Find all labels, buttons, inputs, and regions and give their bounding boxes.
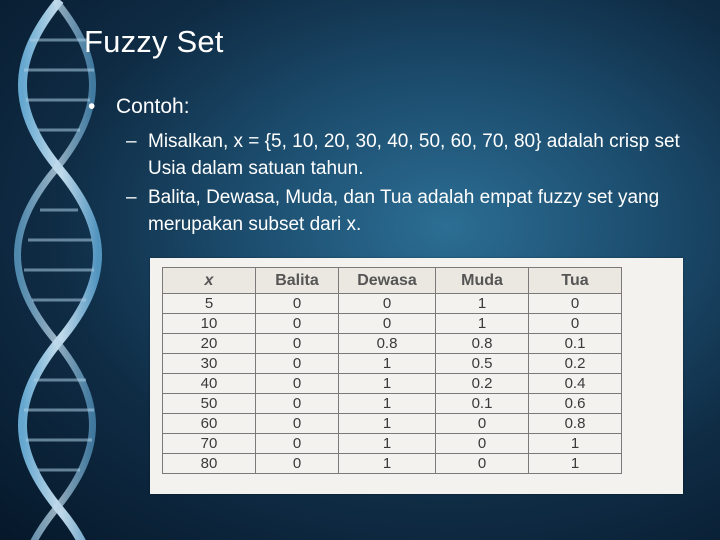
table-cell: 1 [339, 374, 436, 394]
table-cell: 0 [256, 454, 339, 474]
column-header: x [163, 268, 256, 294]
table-header-row [163, 268, 622, 294]
table-row [163, 454, 622, 474]
table-cell: 1 [436, 294, 529, 314]
table-row [163, 334, 622, 354]
table-cell: 0 [529, 314, 622, 334]
bullet-item [88, 94, 698, 120]
bullet-text: Contoh: [116, 95, 190, 118]
dash-marker: – [126, 187, 137, 208]
dna-helix-graphic [0, 0, 120, 540]
table-cell: 0 [256, 294, 339, 314]
table-row [163, 374, 622, 394]
column-header: Balita [256, 268, 339, 294]
table-cell: 0.1 [436, 394, 529, 414]
table-cell: 1 [339, 414, 436, 434]
sub-bullet-list [126, 128, 698, 238]
sub-bullet-item [126, 184, 698, 238]
table-row [163, 434, 622, 454]
table-cell: 0 [436, 434, 529, 454]
table-cell: 0 [256, 334, 339, 354]
table-cell: 0 [256, 394, 339, 414]
table-cell: 50 [163, 394, 256, 414]
table-row [163, 294, 622, 314]
table-cell: 0.6 [529, 394, 622, 414]
table-cell: 0 [339, 294, 436, 314]
table-cell: 0 [436, 414, 529, 434]
table-cell: 1 [339, 434, 436, 454]
table-cell: 0.4 [529, 374, 622, 394]
table-cell: 30 [163, 354, 256, 374]
column-header: Dewasa [339, 268, 436, 294]
table-cell: 0.1 [529, 334, 622, 354]
table-cell: 0 [339, 314, 436, 334]
table-cell: 1 [339, 454, 436, 474]
table-cell: 0.5 [436, 354, 529, 374]
table-row [163, 394, 622, 414]
table-cell: 0 [436, 454, 529, 474]
table-cell: 0 [256, 374, 339, 394]
table-cell: 0 [529, 294, 622, 314]
sub-bullet-text: Misalkan, x = {5, 10, 20, 30, 40, 50, 60, 70, 80} adalah crisp set Usia dalam satuan tahun. [148, 131, 680, 179]
table-row [163, 414, 622, 434]
table-cell: 60 [163, 414, 256, 434]
table-row [163, 354, 622, 374]
table-cell: 0.8 [339, 334, 436, 354]
table-cell: 10 [163, 314, 256, 334]
bullet-list [88, 94, 698, 240]
table-cell: 0.2 [529, 354, 622, 374]
membership-table-image [150, 258, 683, 494]
table-cell: 0.8 [529, 414, 622, 434]
table-cell: 0.8 [436, 334, 529, 354]
table-cell: 80 [163, 454, 256, 474]
table-cell: 0 [256, 434, 339, 454]
table-cell: 1 [529, 434, 622, 454]
table-cell: 0 [256, 354, 339, 374]
table-cell: 1 [436, 314, 529, 334]
sub-bullet-item [126, 128, 698, 182]
slide-title: Fuzzy Set [84, 24, 224, 59]
table-cell: 1 [339, 354, 436, 374]
column-header: Tua [529, 268, 622, 294]
table-cell: 40 [163, 374, 256, 394]
table-cell: 0.2 [436, 374, 529, 394]
table-cell: 1 [529, 454, 622, 474]
membership-table [162, 267, 622, 474]
bullet-marker: • [88, 95, 96, 118]
sub-bullet-text: Balita, Dewasa, Muda, dan Tua adalah empat fuzzy set yang merupakan subset dari x. [148, 187, 660, 235]
table-cell: 70 [163, 434, 256, 454]
table-cell: 0 [256, 314, 339, 334]
column-header: Muda [436, 268, 529, 294]
table-cell: 20 [163, 334, 256, 354]
dash-marker: – [126, 131, 137, 152]
table-cell: 1 [339, 394, 436, 414]
table-row [163, 314, 622, 334]
table-cell: 0 [256, 414, 339, 434]
table-cell: 5 [163, 294, 256, 314]
